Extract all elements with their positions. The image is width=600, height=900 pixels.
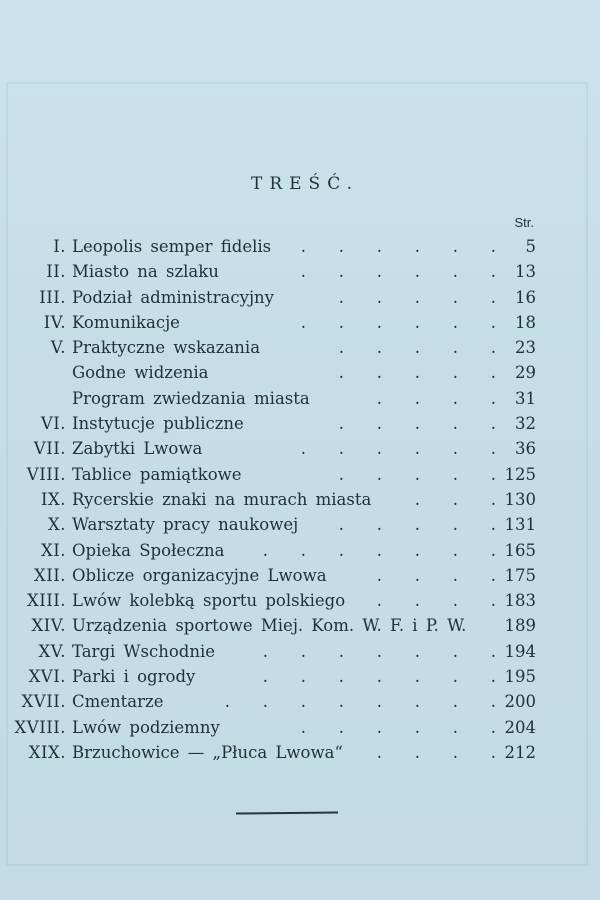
table-of-contents	[0, 234, 600, 765]
chapter-title: Urządzenia sportowe Miej. Kom. W. F. i P. W.	[72, 616, 467, 636]
leader-dots: . . . .	[376, 591, 496, 611]
leader-dots: . . . .	[376, 388, 496, 408]
leader-dots: . . . . . . .	[262, 540, 496, 560]
toc-entry	[0, 487, 600, 512]
toc-entry	[0, 588, 600, 613]
page-number: 32	[515, 414, 536, 434]
chapter-title: Miasto na szlaku	[72, 262, 219, 282]
chapter-number: XIII.	[26, 591, 66, 611]
page-title: TREŚĆ.	[251, 174, 359, 194]
chapter-number: XV.	[38, 641, 66, 661]
chapter-number: VI.	[40, 414, 66, 434]
chapter-title: Praktyczne wskazania	[72, 338, 261, 358]
toc-entry	[0, 689, 600, 714]
page-number: 195	[504, 667, 536, 687]
leader-dots: . . . .	[376, 742, 496, 762]
leader-dots: . . . . . .	[300, 717, 496, 737]
leader-dots: . . . . .	[338, 464, 496, 484]
toc-entry	[0, 563, 600, 588]
toc-entry	[0, 639, 600, 664]
leader-dots: . . . . . .	[300, 312, 496, 332]
page-number: 131	[504, 515, 536, 535]
page-number: 212	[504, 742, 536, 762]
chapter-title: Parki i ogrody	[72, 667, 196, 687]
page-number: 200	[504, 692, 536, 712]
chapter-number: XVIII.	[14, 717, 66, 737]
toc-entry	[0, 411, 600, 436]
toc-entry	[0, 436, 600, 461]
page-number: 16	[515, 287, 536, 307]
toc-entry	[0, 613, 600, 638]
chapter-number: VIII.	[26, 464, 66, 484]
chapter-title: Podział administracyjny	[72, 287, 275, 307]
chapter-number: V.	[50, 338, 66, 358]
chapter-title: Tablice pamiątkowe	[72, 464, 242, 484]
toc-entry	[0, 335, 600, 360]
leader-dots: . . . . . . .	[262, 641, 496, 661]
toc-entry	[0, 310, 600, 335]
page-number: 125	[504, 464, 536, 484]
page-number: 204	[504, 717, 536, 737]
chapter-title: Leopolis semper fidelis	[72, 237, 272, 256]
page-number: 194	[504, 641, 536, 661]
chapter-title: Godne widzenia	[72, 363, 209, 383]
chapter-title: Komunikacje	[72, 312, 180, 332]
chapter-title: Brzuchowice — „Płuca Lwowa“	[72, 742, 343, 762]
chapter-title: Instytucje publiczne	[72, 414, 244, 434]
page-number: 18	[515, 312, 536, 332]
chapter-number: VII.	[33, 439, 66, 459]
page-number: 130	[504, 489, 536, 509]
chapter-number: XIV.	[31, 616, 66, 636]
toc-entry	[0, 664, 600, 689]
toc-entry	[0, 285, 600, 310]
leader-dots: . . . . .	[338, 515, 496, 535]
chapter-number: III.	[39, 287, 66, 307]
leader-dots: . . . . . .	[300, 237, 496, 256]
chapter-number: IX.	[40, 489, 66, 509]
chapter-title: Lwów podziemny	[72, 717, 220, 737]
leader-dots: . . . . .	[338, 338, 496, 358]
leader-dots: . . . . .	[338, 414, 496, 434]
toc-entry	[0, 740, 600, 765]
chapter-title: Lwów kolebką sportu polskiego	[72, 591, 346, 611]
chapter-number: XVI.	[28, 667, 66, 687]
leader-dots: . . . . . .	[300, 262, 496, 282]
toc-entry	[0, 715, 600, 740]
toc-entry	[0, 360, 600, 385]
chapter-title: Warsztaty pracy naukowej	[72, 515, 299, 535]
chapter-title: Targi Wschodnie	[72, 641, 215, 661]
closing-rule	[236, 811, 338, 814]
toc-entry	[0, 538, 600, 563]
chapter-number: II.	[46, 262, 66, 282]
toc-entry	[0, 462, 600, 487]
chapter-title: Rycerskie znaki na murach miasta	[72, 489, 372, 509]
page-number: 36	[515, 439, 536, 459]
leader-dots: . . . . .	[338, 363, 496, 383]
page-number: 165	[504, 540, 536, 560]
chapter-title: Opieka Społeczna	[72, 540, 225, 560]
leader-dots: . . . . .	[338, 287, 496, 307]
chapter-number: X.	[48, 515, 66, 535]
chapter-title: Zabytki Lwowa	[72, 439, 203, 459]
chapter-number: XI.	[40, 540, 66, 560]
leader-dots: . . . . . . . .	[224, 692, 496, 712]
toc-entry	[0, 512, 600, 537]
chapter-number: XVII.	[21, 692, 66, 712]
page-column-label: Str.	[514, 215, 534, 230]
page-number: 13	[515, 262, 536, 282]
chapter-title: Oblicze organizacyjne Lwowa	[72, 565, 327, 585]
page-number: 5	[525, 237, 536, 256]
page-number: 31	[515, 388, 536, 408]
chapter-number: I.	[53, 237, 66, 256]
chapter-number: XII.	[33, 565, 66, 585]
toc-entry	[0, 259, 600, 284]
page-number: 189	[504, 616, 536, 636]
chapter-title: Cmentarze	[72, 692, 164, 712]
page-number: 29	[515, 363, 536, 383]
page-number: 175	[504, 565, 536, 585]
chapter-title: Program zwiedzania miasta	[72, 388, 310, 408]
leader-dots: . . .	[414, 489, 496, 509]
chapter-number: IV.	[43, 312, 66, 332]
toc-entry	[0, 386, 600, 411]
leader-dots: . . . .	[376, 565, 496, 585]
leader-dots: . . . . . .	[300, 439, 496, 459]
page-number: 183	[504, 591, 536, 611]
toc-entry	[0, 234, 600, 259]
chapter-number: XIX.	[28, 742, 66, 762]
leader-dots: . . . . . . .	[262, 667, 496, 687]
page-number: 23	[515, 338, 536, 358]
